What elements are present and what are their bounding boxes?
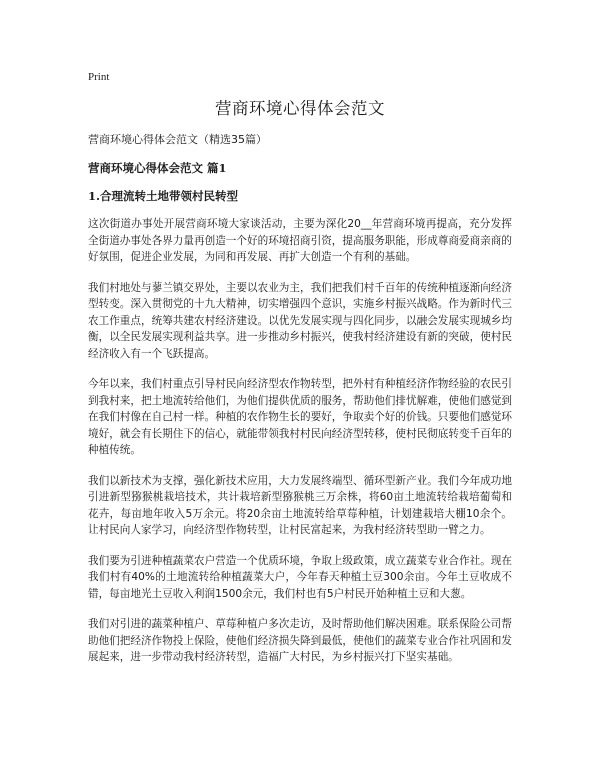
paragraph: 我们对引进的蔬菜种植户、草莓种植户多次走访，及时帮助他们解决困难。联系保险公司帮助他们把经济作物投上保险，使他们经济损失降到最低，使他们的蔬菜专业合作社巩固和发展起来，进一步带动我村经济转型，造福广大村民，为乡村振兴打下坚实基础。 [88,618,512,663]
document-title: 营商环境心得体会范文 [215,99,385,118]
paragraph: 我们要为引进种植蔬菜农户营造一个优质环境，争取上级政策，成立蔬菜专业合作社。现在我们村有40%的土地流转给种植蔬菜大户，今年春天种植土豆300余亩。今年土豆收成不错，每亩地光土豆收入利润1500余元，我们村也有5户村民开始种植土豆和大葱。 [88,554,512,600]
paragraph: 我们以新技术为支撑，强化新技术应用，大力发展终端型、循环型新产业。我们今年成功地引进新型猕猴桃栽培技术，共计栽培新型猕猴桃三万余株，将60亩土地流转给栽培葡萄和花卉，每亩地年收入5万余元。将20余亩土地流转给草莓种植，计划建栽培大棚10余个。让村民向人家学习，向经济型作物转型，让村民富起来，为我村经济转型助一臂之力。 [88,474,512,536]
sub-heading: 1.合理流转土地带领村民转型 [88,189,239,203]
document-subtitle: 营商环境心得体会范文（精选35篇） [88,133,267,146]
paragraph: 这次街道办事处开展营商环境大家谈活动，主要为深化20__年营商环境再提高，充分发挥全街道办事处各界力量再创造一个好的环境招商引资，提高服务职能，形成尊商爱商亲商的好氛围，促进企业发展，为同和再发展、再扩大创造一个有利的基础。 [88,218,512,263]
print-link[interactable]: Print [88,71,110,83]
paragraph: 今年以来，我们村重点引导村民向经济型农作物转型，把外村有种植经济作物经验的农民引到我村来，把土地流转给他们，为他们提供优质的服务，帮助他们排忧解难，使他们感觉到在我们村像在自己村一样。种植的农作物生长的要好，争取卖个好的价钱。只要他们感觉环境好，就会有长期住下的信心，就能带领我村村民向经济型转移，使村民彻底转变千百年的种植传统。 [88,378,512,456]
paragraph: 我们村地处与蓼兰镇交界处，主要以农业为主，我们把我们村千百年的传统种植逐渐向经济型转变。深入贯彻党的十九大精神，切实增强四个意识，实施乡村振兴战略。作为新时代三农工作重点，统筹共建农村经济建设。以优先发展实现与四化同步，以融会发展实现城乡均衡，以全民发展实现利益共享。进一步推动乡村振兴，使我村经济建设有新的突破，使村民经济收入有一个飞跃提高。 [88,281,512,360]
section-heading: 营商环境心得体会范文 篇1 [88,161,227,175]
